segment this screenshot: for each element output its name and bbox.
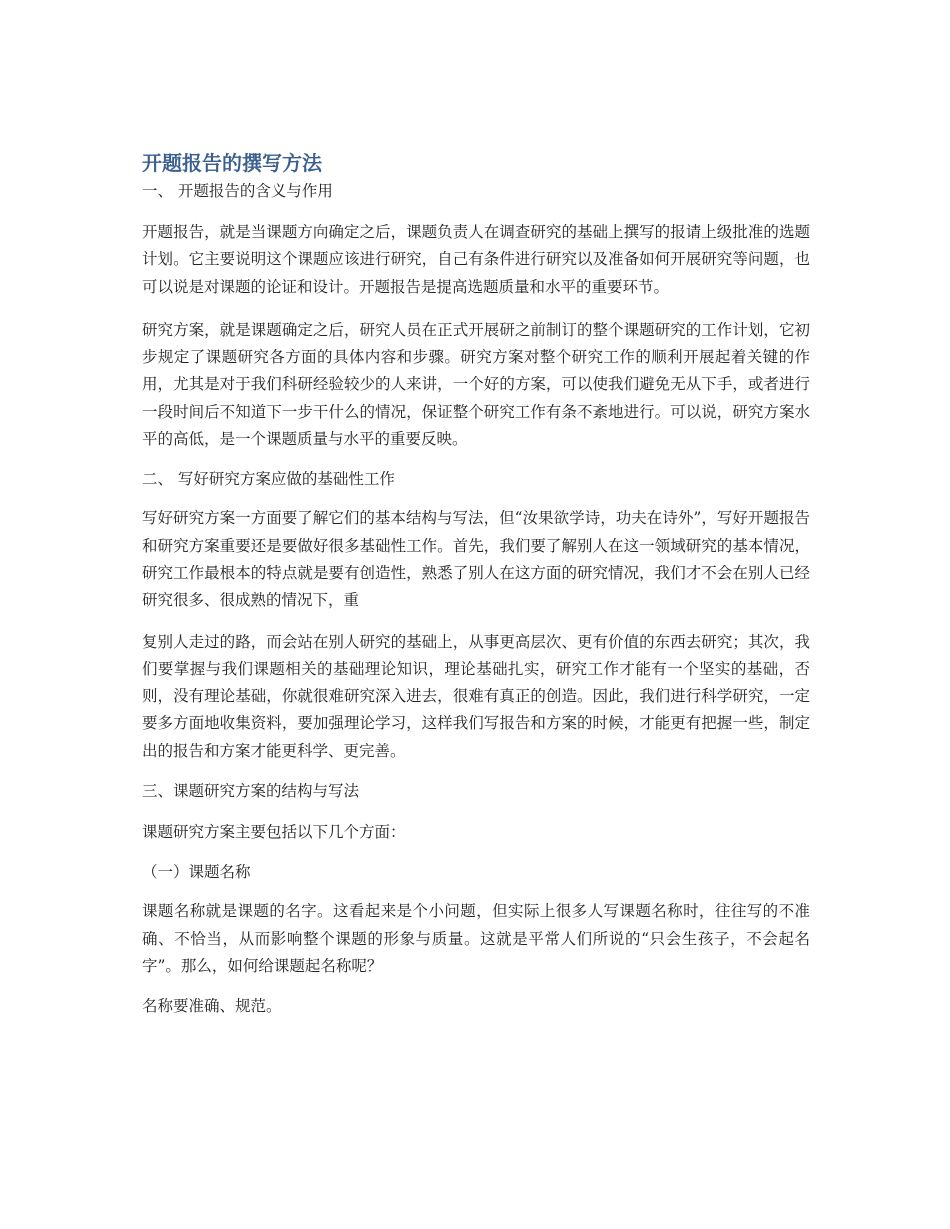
paragraph: 开题报告，就是当课题方向确定之后，课题负责人在调查研究的基础上撰写的报请上级批准的选题计划。它主要说明这个课题应该进行研究，自己有条件进行研究以及准备如何开展研究等问题，也可以说是对课题的论证和设计。开题报告是提高选题质量和水平的重要环节。 xyxy=(142,223,810,296)
section-heading-2: 二、 写好研究方案应做的基础性工作 xyxy=(142,470,395,489)
paragraph: 研究方案，就是课题确定之后，研究人员在正式开展研之前制订的整个课题研究的工作计划，它初步规定了课题研究各方面的具体内容和步骤。研究方案对整个研究工作的顺利开展起着关键的作用，尤其是对于我们科研经验较少的人来讲，一个好的方案，可以使我们避免无从下手，或者进行一段时间后不知道下一步干什么的情况，保证整个研究工作有条不紊地进行。可以说，研究方案水平的高低，是一个课题质量与水平的重要反映。 xyxy=(142,320,810,449)
document-page xyxy=(142,148,810,1021)
paragraph: 课题名称就是课题的名字。这看起来是个小问题，但实际上很多人写课题名称时，往往写的不准确、不恰当，从而影响整个课题的形象与质量。这就是平常人们所说的“只会生孩子，不会起名字”。那么，如何给课题起名称呢？ xyxy=(142,902,810,975)
subsection-heading-1: （一）课题名称 xyxy=(142,863,251,882)
paragraph: 名称要准确、规范。 xyxy=(142,997,282,1016)
section-heading-1: 一、 开题报告的含义与作用 xyxy=(142,182,333,200)
paragraph: 复别人走过的路，而会站在别人研究的基础上，从事更高层次、更有价值的东西去研究；其次，我们要掌握与我们课题相关的基础理论知识，理论基础扎实，研究工作才能有一个坚实的基础，否则，没有理论基础，你就很难研究深入进去，很难有真正的创造。因此，我们进行科学研究，一定要多方面地收集资料，要加强理论学习，这样我们写报告和方案的时候，才能更有把握一些，制定出的报告和方案才能更科学、更完善。 xyxy=(142,632,810,760)
section-heading-3: 三、课题研究方案的结构与写法 xyxy=(142,782,360,801)
document-title: 开题报告的撰写方法 xyxy=(142,151,322,175)
paragraph: 写好研究方案一方面要了解它们的基本结构与写法，但“汝果欲学诗，功夫在诗外”，写好开题报告和研究方案重要还是要做好很多基础性工作。首先，我们要了解别人在这一领域研究的基本情况，研究工作最根本的特点就是要有创造性，熟悉了别人在这方面的研究情况，我们才不会在别人已经研究很多、很成熟的情况下，重 xyxy=(142,509,810,610)
paragraph: 课题研究方案主要包括以下几个方面： xyxy=(142,823,406,842)
